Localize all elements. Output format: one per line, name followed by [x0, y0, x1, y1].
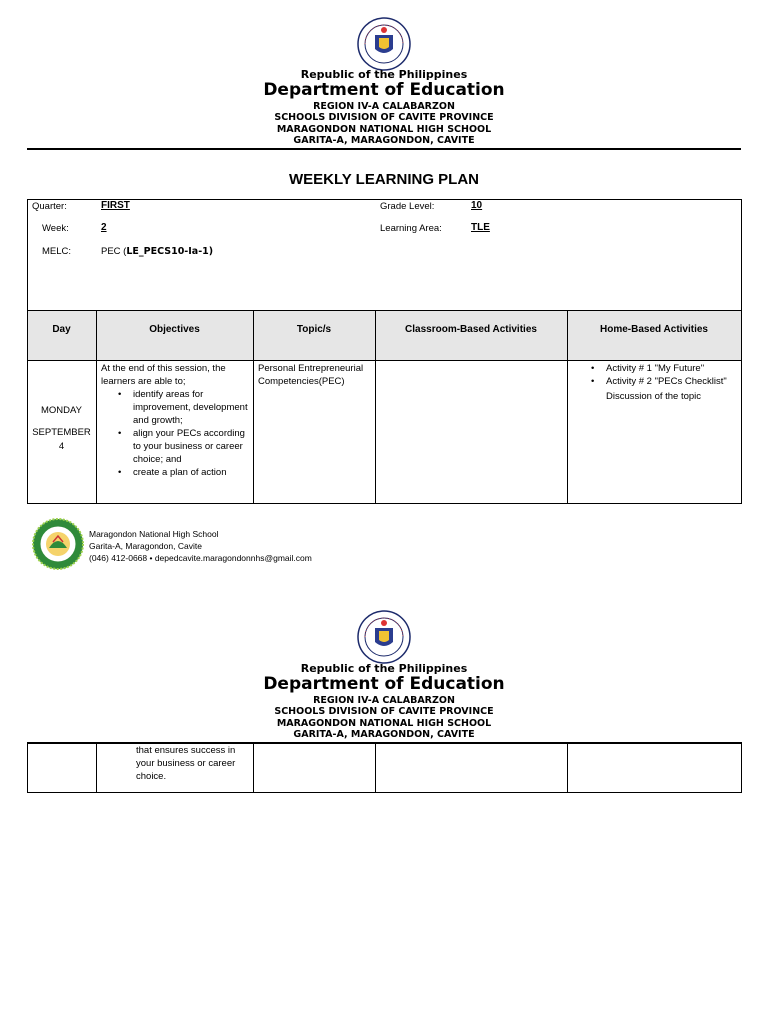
col-divider	[96, 742, 97, 793]
day-month: SEPTEMBER	[32, 427, 91, 438]
objectives-list	[115, 388, 250, 479]
home-activity-note: Discussion of the topic	[606, 391, 702, 402]
footer-school: Maragondon National High School	[89, 529, 219, 539]
learning-area-value: TLE	[471, 222, 490, 233]
region-heading: REGION IV-A CALABARZON	[313, 101, 455, 112]
header-home-activities: Home-Based Activities	[600, 324, 708, 335]
objective-item: • create a plan of action	[115, 466, 250, 479]
melc-label: MELC:	[42, 246, 72, 257]
col-divider	[253, 742, 254, 793]
republic-heading: Republic of the Philippines	[300, 662, 468, 675]
division-heading: SCHOOLS DIVISION OF CAVITE PROVINCE	[274, 706, 494, 717]
objectives-intro: At the end of this session, the learners are able to;	[101, 363, 226, 387]
department-heading: Department of Education	[263, 80, 505, 100]
school-heading: MARAGONDON NATIONAL HIGH SCHOOL	[276, 124, 492, 135]
header-objectives: Objectives	[149, 324, 200, 335]
objective-continuation: that ensures success in your business or career choice.	[136, 745, 236, 782]
footer-address: Garita-A, Maragondon, Cavite	[89, 541, 202, 551]
day-date: 4	[58, 441, 65, 452]
deped-seal-logo	[357, 610, 411, 664]
header-rule	[27, 742, 741, 744]
col-divider	[567, 742, 568, 793]
footer-contact: (046) 412-0668 • depedcavite.maragondonnhs@gmail.com	[89, 553, 312, 563]
col-divider	[567, 310, 568, 504]
header-rule	[27, 148, 741, 150]
home-activities-list	[588, 362, 740, 388]
address-heading: GARITA-A, MARAGONDON, CAVITE	[293, 729, 475, 740]
header-classroom-activities: Classroom-Based Activities	[405, 324, 537, 335]
division-heading: SCHOOLS DIVISION OF CAVITE PROVINCE	[274, 112, 494, 123]
quarter-value: FIRST	[101, 200, 130, 211]
home-activity-item: • Activity # 2 "PECs Checklist"	[588, 375, 740, 388]
melc-prefix: PEC (	[101, 246, 127, 257]
quarter-label: Quarter:	[32, 201, 67, 212]
republic-heading: Republic of the Philippines	[300, 68, 468, 81]
deped-seal-logo	[357, 17, 411, 71]
school-heading: MARAGONDON NATIONAL HIGH SCHOOL	[276, 718, 492, 729]
grade-level-value: 10	[471, 200, 483, 211]
topic-text: Personal Entrepreneurial Competencies(PEC)	[258, 363, 364, 387]
day-name: MONDAY	[41, 405, 82, 416]
school-seal-logo	[32, 518, 84, 570]
col-divider	[375, 310, 376, 504]
department-heading: Department of Education	[263, 674, 505, 694]
home-activity-item: • Activity # 1 "My Future"	[588, 362, 740, 375]
col-divider	[375, 742, 376, 793]
col-divider	[96, 310, 97, 504]
objective-item: • identify areas for improvement, development and growth;	[115, 388, 250, 427]
header-day: Day	[52, 324, 71, 335]
region-heading: REGION IV-A CALABARZON	[313, 695, 455, 706]
melc-code: LE_PECS10-Ia-1)	[126, 246, 214, 257]
objective-item: • align your PECs according to your business or career choice; and	[115, 427, 250, 466]
page-title: WEEKLY LEARNING PLAN	[288, 171, 480, 188]
address-heading: GARITA-A, MARAGONDON, CAVITE	[293, 135, 475, 146]
melc-value	[101, 246, 213, 257]
header-divider	[27, 360, 742, 361]
table-header-row	[28, 311, 741, 360]
learning-area-label: Learning Area:	[380, 223, 442, 234]
continuation-table	[27, 742, 742, 793]
week-value: 2	[101, 222, 107, 233]
grade-level-label: Grade Level:	[380, 201, 435, 212]
week-label: Week:	[42, 223, 69, 234]
col-divider	[253, 310, 254, 504]
header-topics: Topic/s	[296, 324, 332, 335]
